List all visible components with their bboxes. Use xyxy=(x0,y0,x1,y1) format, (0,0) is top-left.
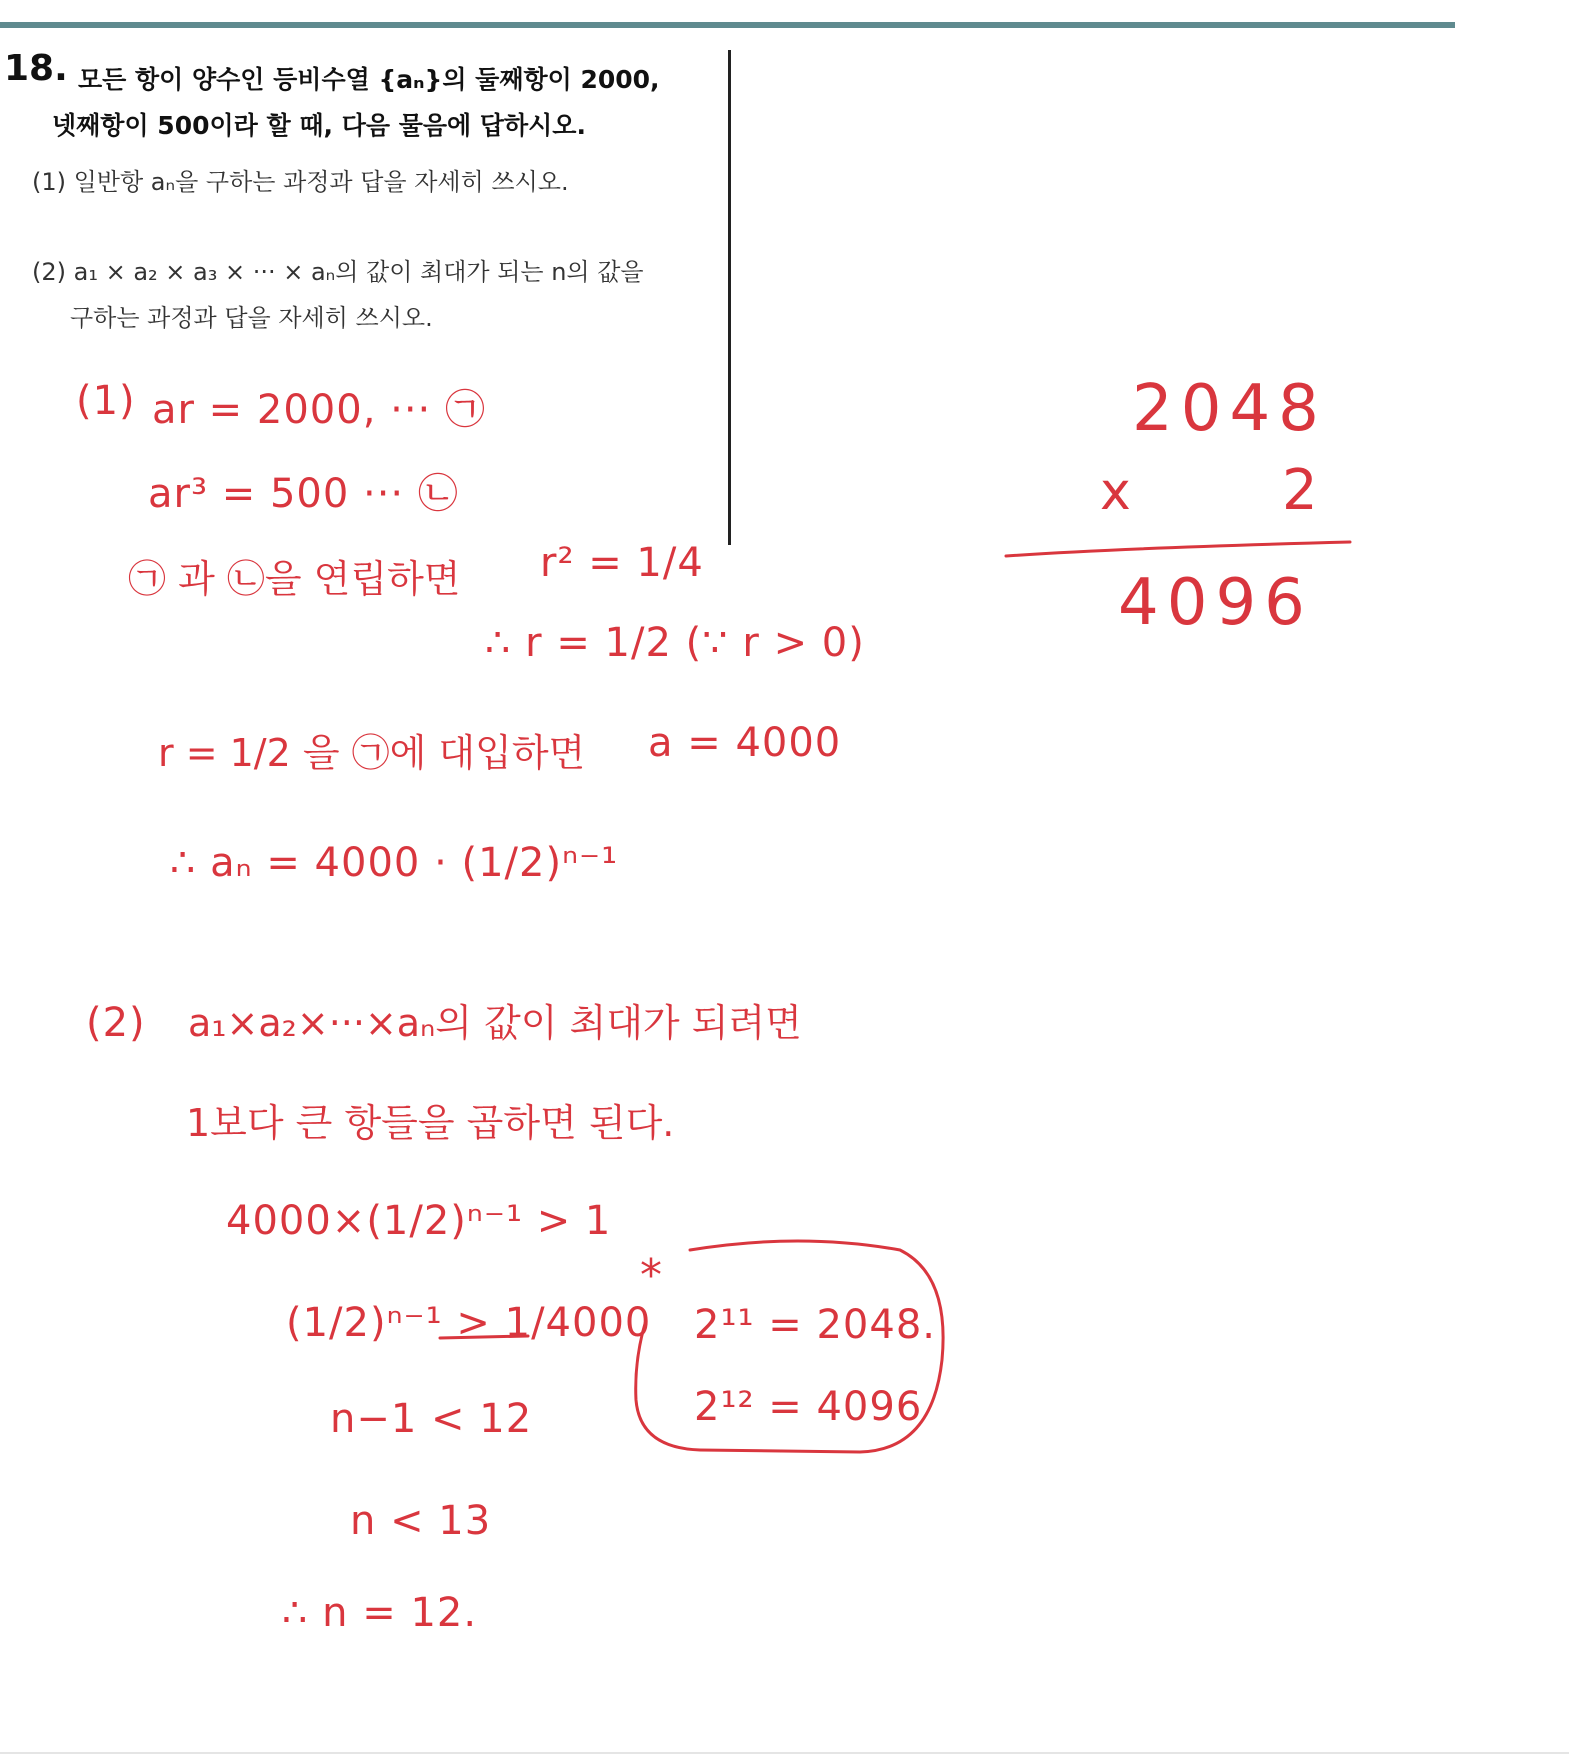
hw-part1-eq2: ar³ = 500 ··· ㉡ xyxy=(148,471,459,517)
hw-note-line2: 2¹² = 4096 xyxy=(694,1384,923,1430)
hw-part1-line6: ∴ aₙ = 4000 · (1/2)ⁿ⁻¹ xyxy=(170,840,619,886)
hw-part2-line5: n−1 < 12 xyxy=(330,1396,533,1442)
question-line-2: 넷째항이 500이라 할 때, 다음 물음에 답하시오. xyxy=(52,111,586,140)
hw-part1-line4: ∴ r = 1/2 (∵ r > 0) xyxy=(485,620,865,666)
hw-part1-line5a: r = 1/2 을 ㉠에 대입하면 xyxy=(158,731,586,775)
fraction-bar xyxy=(440,1336,528,1338)
mult-rule-line xyxy=(1006,542,1350,556)
hw-part2-label: (2) xyxy=(86,1000,146,1046)
hw-part1-line3b: r² = 1/4 xyxy=(540,540,704,586)
hw-part2-line7: ∴ n = 12. xyxy=(282,1590,478,1636)
question-line-1: 모든 항이 양수인 등비수열 {aₙ}의 둘째항이 2000, xyxy=(78,65,660,94)
hw-note-star: * xyxy=(640,1250,663,1301)
hw-part1-label: (1) xyxy=(76,378,136,424)
hw-mult-result: 4096 xyxy=(1118,566,1313,640)
hw-part1-line3a: ㉠ 과 ㉡을 연립하면 xyxy=(128,557,461,601)
hw-mult-2: 2 xyxy=(1282,458,1319,523)
hw-part2-line6: n < 13 xyxy=(350,1498,492,1544)
hw-mult-x: x xyxy=(1100,462,1132,522)
hw-mult-top: 2048 xyxy=(1132,372,1327,446)
note-circle xyxy=(636,1241,943,1452)
hw-part2-line2: 1보다 큰 항들을 곱하면 된다. xyxy=(186,1101,675,1145)
hw-part1-line5b: a = 4000 xyxy=(648,720,842,766)
question-part-1: (1) 일반항 aₙ을 구하는 과정과 답을 자세히 쓰시오. xyxy=(32,168,569,196)
hw-part2-line4: (1/2)ⁿ⁻¹ > 1/4000 xyxy=(286,1300,652,1346)
question-part-2-line-1: (2) a₁ × a₂ × a₃ × ··· × aₙ의 값이 최대가 되는 n의 값을 xyxy=(32,258,644,286)
question-part-2-line-2: 구하는 과정과 답을 자세히 쓰시오. xyxy=(70,304,433,332)
question-number: 18. xyxy=(4,48,68,89)
hw-part2-line1: a₁×a₂×···×aₙ의 값이 최대가 되려면 xyxy=(188,1001,802,1045)
hw-part2-line3: 4000×(1/2)ⁿ⁻¹ > 1 xyxy=(226,1198,612,1244)
hw-part1-eq1: ar = 2000, ··· ㉠ xyxy=(152,387,486,433)
hw-note-line1: 2¹¹ = 2048. xyxy=(694,1302,936,1348)
